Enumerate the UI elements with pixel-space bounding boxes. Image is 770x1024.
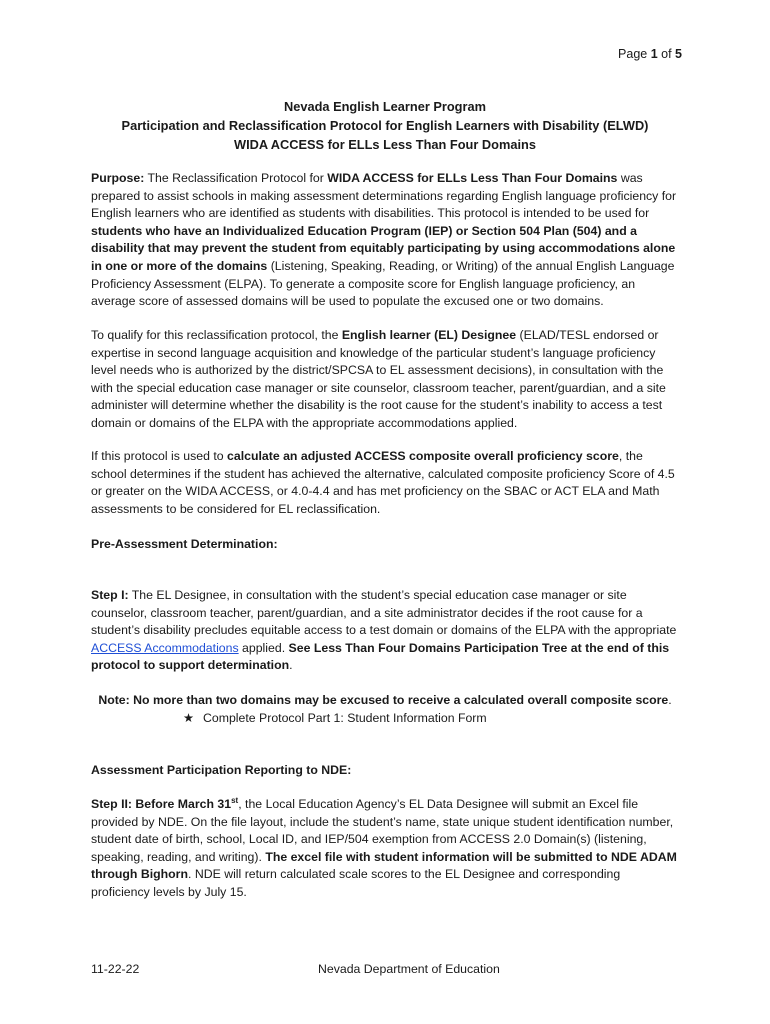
purpose-paragraph: Purpose: The Reclassification Protocol for WIDA ACCESS for ELLs Less Than Four Domains was prepared to assist schools in making assessment determinations regarding English language proficiency for English learners who are identified as students with disabilities. This protocol is intended to be used for students who have an Individualized Education Program (IEP) or Section 504 Plan (504) and a disability that may prevent the student from equitably participating by using accommodations alone in one or more of the domains (Listening, Speaking, Reading, or Writing) of the annual English Language Proficiency Assessment (ELPA). To generate a composite score for English language proficiency, an average score of assessed domains will be used to populate the excused one or two domains. bbox=[91, 171, 677, 309]
protocol-bullet: ★ Complete Protocol Part 1: Student Information Form bbox=[183, 710, 487, 728]
page-number: Page 1 of 5 bbox=[618, 47, 682, 61]
access-accommodations-link[interactable]: ACCESS Accommodations bbox=[91, 640, 239, 655]
qualify-paragraph: To qualify for this reclassification protocol, the English learner (EL) Designee (ELAD/TESL endorsed or expertise in second language acquisition and knowledge of the particular student’s language proficiency level needs who is authorized by the district/SPCSA to EL assessment decisions), in consultation with the with the special education case manager or site counselor, classroom teacher, parent/guardian, and a site administer will determine whether the disability is the root cause for the student’s inability to access a test domain or domains of the ELPA with the appropriate accommodations applied. bbox=[91, 328, 666, 430]
title-line-1: Nevada English Learner Program bbox=[284, 99, 486, 114]
title-line-2: Participation and Reclassification Protocol for English Learners with Disability (ELWD) bbox=[121, 118, 649, 133]
footer-organization: Nevada Department of Education bbox=[318, 962, 500, 976]
footer-date: 11-22-22 bbox=[91, 962, 140, 976]
note-line: Note: No more than two domains may be excused to receive a calculated overall composite score. bbox=[98, 693, 672, 707]
title-line-3: WIDA ACCESS for ELLs Less Than Four Domains bbox=[234, 137, 536, 152]
adjusted-score-paragraph: If this protocol is used to calculate an adjusted ACCESS composite overall proficiency score, the school determines if the student has achieved the alternative, calculated composite proficiency Score of 4.5 or greater on the WIDA ACCESS, or 4.0-4.4 and has met proficiency on the SBAC or ACT ELA and Math assessments to be considered for EL reclassification. bbox=[91, 449, 675, 516]
step-2-paragraph: Step II: Before March 31st, the Local Education Agency’s EL Data Designee will submit an Excel file provided by NDE. On the file layout, include the student’s name, state unique student identification number, student date of birth, school, Local ID, and IEP/504 exemption from ACCESS 2.0 Domain(s) (listening, speaking, reading, and writing). The excel file with student information will be submitted to NDE ADAM through Bighorn. NDE will return calculated scale scores to the EL Designee and corresponding proficiency levels by July 15. bbox=[91, 795, 677, 899]
star-icon: ★ bbox=[183, 711, 195, 725]
step-1-paragraph: Step I: The EL Designee, in consultation with the student’s special education case manager or site counselor, classroom teacher, parent/guardian, and a site administrator decides if the root cause for a student’s disability precludes equitable access to a test domain or domains of the ELPA with the appropriate ACCESS Accommodations applied. See Less Than Four Domains Participation Tree at the end of this protocol to support determination. bbox=[91, 588, 677, 673]
pre-assessment-heading: Pre-Assessment Determination: bbox=[91, 537, 278, 551]
document-title bbox=[0, 97, 770, 154]
reporting-heading: Assessment Participation Reporting to NDE: bbox=[91, 763, 352, 777]
